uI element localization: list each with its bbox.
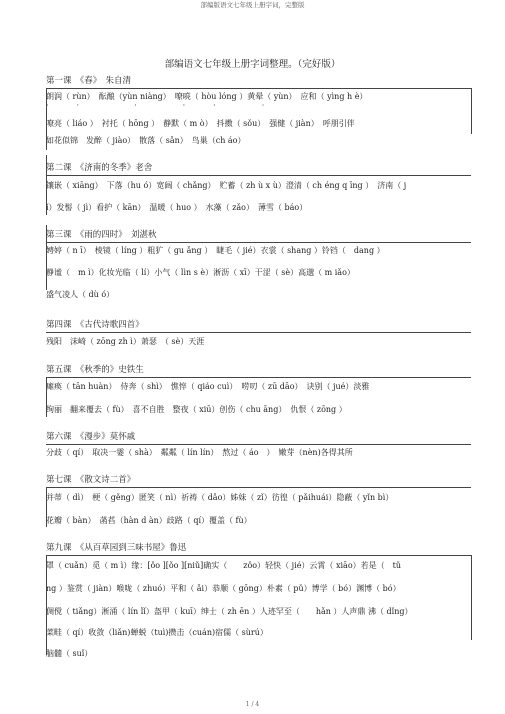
vbar <box>46 225 47 290</box>
lesson-9-line-2: ng ）鉴赏（ jiàn）喉咙（ zhuó）平和（ ǎi）恭顺（ gōng）朴素（ pǔ）博学（ bó）渊博（ bó） <box>46 584 401 593</box>
rule <box>46 487 471 488</box>
lesson-5-heading: 第五课 《秋季的》史铁生 <box>46 365 144 375</box>
lesson-1-line-3: 如花似锦 发醉（ jiào） 散落（ sǎn） 鸟巢（ch áo） <box>46 136 246 145</box>
lesson-9-line-4: 菜畦（ qí）收敛（liǎn)蝉蜕（tuì)攒击（cuán)宿儒（ sùrú） <box>46 628 268 637</box>
lesson-9-line-3: 倜傥（ tiǎng）淅涌（ lín lǐ）盔甲（ kuī）绅士（ zh ēn ）人迹罕至（ hǎn ）人声鼎 沸（ dǐng） <box>46 607 413 616</box>
lesson-6-line-1: 分歧（ qí） 取决一霎（ shà） 粼粼（ lín lín） 熬过（ áo ） 嫩芽（nèn)各得其所 <box>46 448 353 457</box>
vbar <box>46 377 47 417</box>
vbar <box>46 487 47 527</box>
lesson-2-line-2: ǐ）发髻（ jì）看护（ kān） 温暖（ huo ） 水藻（ zǎo） 薄雪（ báo） <box>46 203 308 212</box>
lesson-1-heading: 第一课 《春》 朱自清 <box>46 76 132 86</box>
lesson-5-line-1: 瘫痪（ tān huàn） 侍奔（ shì） 憔悴（ qiáo cuì） 唠叨（ zū dāo） 诀别（ jué）淡雅 <box>46 382 370 391</box>
lesson-1-line-2: 嘹亮（ liáo ） 衬托（ hōng ） 静默（ m ò） 抖擞（ sǒu） 强健（ jiàn） 呼朋引伴 <box>46 119 355 128</box>
lesson-7-heading: 第七课 《散文诗二首》 <box>46 475 136 485</box>
vbar-right <box>471 555 472 640</box>
lesson-3-line-2: 静谧（ m ì）化妆光临（ lí）小气（ lìn s è）淅沥（ xī）干涩（ sè）高邈（ m iǎo） <box>46 268 355 277</box>
rule <box>46 88 471 89</box>
lesson-9-line-5: 脑髓（ suǐ） <box>46 649 93 658</box>
vbar <box>46 555 47 655</box>
lesson-3-heading: 第三课 《雨的四时》 刘湛秋 <box>46 230 157 240</box>
lesson-1-line-1: 朗润（ rùn） 酝酿（yùn niàng） 嘹喨（ hòu lóng ）黄晕（ yùn） 应和（ yìng h è） <box>46 92 368 101</box>
vbar <box>46 88 47 150</box>
lesson-9-line-1: 罩（ cuǎn）觅（ m ì）缘：[ǒo ][ǒo ][niǔ]确实（ zǒo）轻快（ jié）云霄（ xiāo）若是（ tǔ <box>46 561 401 570</box>
lesson-7-line-1: 并蒂（ dì） 梗（ gěng）匿笑（ nì）祈祷（ dǎo）姊妹（ zǐ）彷徨（ pǎihuái）隐蔽（ yǐn bì） <box>46 493 394 502</box>
rule <box>46 332 471 333</box>
lesson-2-line-1: 镶嵌（ xiāng） 下落（hu ó）宽阔（ chǎng） 贮蓄（ zh ù x ù）澄清（ ch éng q īng ） 济南（ j <box>46 181 407 190</box>
lesson-2-heading: 第二课 《济南的冬季》老舍 <box>46 163 153 173</box>
dots: · · · · · · <box>46 101 266 110</box>
lesson-3-line-3: 盛气凌人（ dù ó） <box>46 290 115 299</box>
lesson-9-heading: 第九课 《从百草园到三味书屋》鲁迅 <box>46 543 187 553</box>
rule <box>46 175 471 176</box>
lesson-4-line-1: 残阳 沫崎（ zōng zh ì）萧瑟 （ sè）天涯 <box>46 337 205 346</box>
lesson-6-heading: 第六课 《漫步》莫怀戚 <box>46 432 136 442</box>
top-banner: 部编版语文七年级上册字词，完整版 <box>200 1 305 9</box>
rule <box>46 377 471 378</box>
rule <box>46 555 471 556</box>
lesson-3-line-1: 娉婷（ n ī） 棱镜（ líng ）粗犷（ gu ǎng ） 睫毛（ jié）衣裳（ shang ）铃铛（ dang ） <box>46 246 385 255</box>
page-footer: 1 / 4 <box>245 701 260 708</box>
lesson-4-heading: 第四课 《古代诗歌四首》 <box>46 320 144 330</box>
document-title: 部编语文七年级上册字词整理。（完好版） <box>164 59 341 70</box>
rule <box>46 444 471 445</box>
vbar-right <box>471 88 472 134</box>
lesson-5-line-2: 绚丽 翻来覆去（ fù） 喜不自胜 整夜（ xiū）创伤（ chu āng） 仇恨（ zōng ） <box>46 405 347 414</box>
lesson-7-line-2: 花瓣（ bàn） 菡萏（hàn d àn）歧路（ qí）覆盖（ fù） <box>46 516 252 525</box>
rule <box>46 242 471 243</box>
vbar <box>46 155 47 215</box>
